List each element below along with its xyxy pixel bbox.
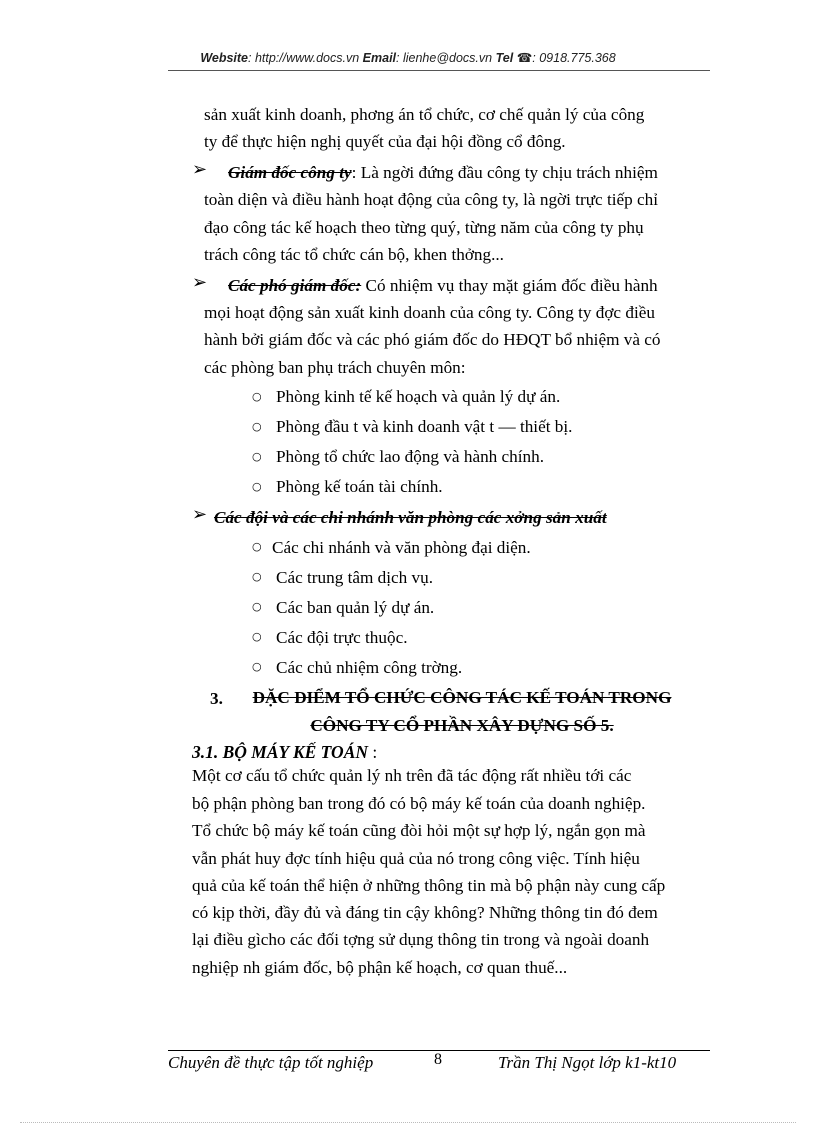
pho-giam-doc-text: Có nhiệm vụ thay mặt giám đốc điều hành	[361, 276, 658, 295]
pho-giam-doc-first-line	[228, 271, 658, 300]
email-label: Email	[362, 51, 397, 65]
body-line: có kịp thời, đầy đủ và đáng tin cậy không? Những thông tin đó đem	[192, 903, 658, 922]
subsection-title: 3.1. BỘ MÁY KẾ TOÁN	[192, 742, 368, 762]
doi-label: Các đội và các chi nhánh văn phòng các xởng sản xuất	[214, 508, 607, 527]
circle-bullet-icon: ○	[252, 630, 262, 643]
section-title-line-2: CÔNG TY CỔ PHẦN XÂY DỰNG SỐ 5.	[310, 716, 614, 735]
page-number: 8	[434, 1051, 442, 1068]
body-line: nghiệp nh giám đốc, bộ phận kế hoạch, cơ quan thuế...	[192, 958, 568, 977]
pho-giam-doc-label: Các phó giám đốc:	[228, 276, 362, 295]
circle-bullet-icon: ○	[252, 570, 262, 583]
intro-line-2: ty để thực hiện nghị quyết của đại hội đồng cổ đông.	[204, 132, 566, 151]
body-line: Một cơ cấu tổ chức quản lý nh trên đã tác động rất nhiều tới các	[192, 766, 632, 785]
list-item: Các ban quản lý dự án.	[276, 598, 435, 617]
body-line: vẫn phát huy đợc tính hiệu quả của nó trong công việc. Tính hiệu	[192, 849, 640, 868]
section-number: 3.	[210, 689, 223, 708]
subsection-heading	[192, 742, 377, 763]
giam-doc-line: trách công tác tổ chức cán bộ, khen thởng...	[204, 245, 504, 264]
giam-doc-line: đạo công tác kế hoạch theo từng quý, từng năm của công ty phụ	[204, 218, 644, 237]
list-item: Các đội trực thuộc.	[276, 628, 408, 647]
body-line: lại điều gìcho các đối tợng sử dụng thông tin trong và ngoài doanh	[192, 930, 650, 949]
body-line: quả của kế toán thể hiện ở những thông tin mà bộ phận này cung cấp	[192, 876, 666, 895]
pho-giam-doc-line: mọi hoạt động sản xuất kinh doanh của công ty. Công ty đợc điều	[204, 303, 655, 322]
circle-bullet-icon: ○	[252, 390, 262, 403]
tel-value: : 0918.775.368	[532, 51, 616, 65]
intro-line-1: sản xuất kinh doanh, phơng án tổ chức, cơ chế quản lý của công	[204, 105, 645, 124]
pho-giam-doc-line: các phòng ban phụ trách chuyên môn:	[204, 358, 466, 377]
list-item: Phòng kinh tế kế hoạch và quản lý dự án.	[276, 387, 561, 406]
body-line: Tổ chức bộ máy kế toán cũng đòi hỏi một sự hợp lý, ngắn gọn mà	[192, 821, 646, 840]
list-item: Phòng kế toán tài chính.	[276, 477, 443, 496]
arrow-bullet-icon: ➢	[192, 159, 208, 180]
website-label: Website	[200, 51, 249, 65]
circle-bullet-icon: ○	[252, 480, 262, 493]
subsection-colon: :	[368, 742, 378, 762]
list-item: Các trung tâm dịch vụ.	[276, 568, 434, 587]
circle-bullet-icon: ○	[252, 420, 262, 433]
phone-icon: ☎	[516, 51, 533, 65]
header-rule	[168, 70, 710, 71]
footer-right: Trần Thị Ngọt lớp k1-kt10	[498, 1053, 677, 1072]
section-title-line-1: ĐẶC ĐIỂM TỔ CHỨC CÔNG TÁC KẾ TOÁN TRONG	[252, 688, 672, 707]
giam-doc-label: Giám đốc công ty	[228, 163, 352, 182]
circle-bullet-icon: ○	[252, 450, 262, 463]
arrow-bullet-icon: ➢	[192, 272, 208, 293]
tel-label: Tel	[495, 51, 514, 65]
pho-giam-doc-line: hành bởi giám đốc và các phó giám đốc do HĐQT bổ nhiệm và có	[204, 330, 661, 349]
website-value: : http://www.docs.vn	[248, 51, 360, 65]
giam-doc-line: toàn diện và điều hành hoạt động của công ty, là ngời trực tiếp chỉ	[204, 190, 659, 209]
circle-bullet-icon: ○	[252, 540, 262, 553]
giam-doc-first-line	[228, 158, 658, 187]
doi-heading	[214, 503, 607, 532]
email-value: : lienhe@docs.vn	[396, 51, 493, 65]
circle-bullet-icon: ○	[252, 600, 262, 613]
circle-bullet-icon: ○	[252, 660, 262, 673]
page-header	[0, 50, 816, 65]
footer-left: Chuyên đề thực tập tốt nghiệp	[168, 1053, 374, 1072]
list-item: Các chi nhánh và văn phòng đại diện.	[272, 538, 531, 557]
body-line: bộ phận phòng ban trong đó có bộ máy kế toán của doanh nghiệp.	[192, 794, 646, 813]
list-item: Phòng đầu t và kinh doanh vật t — thiết bị.	[276, 417, 573, 436]
list-item: Các chủ nhiệm công trờng.	[276, 658, 463, 677]
giam-doc-text: : Là ngời đứng đầu công ty chịu trách nhiệm	[351, 163, 658, 182]
arrow-bullet-icon: ➢	[192, 504, 208, 525]
list-item: Phòng tổ chức lao động và hành chính.	[276, 447, 545, 466]
